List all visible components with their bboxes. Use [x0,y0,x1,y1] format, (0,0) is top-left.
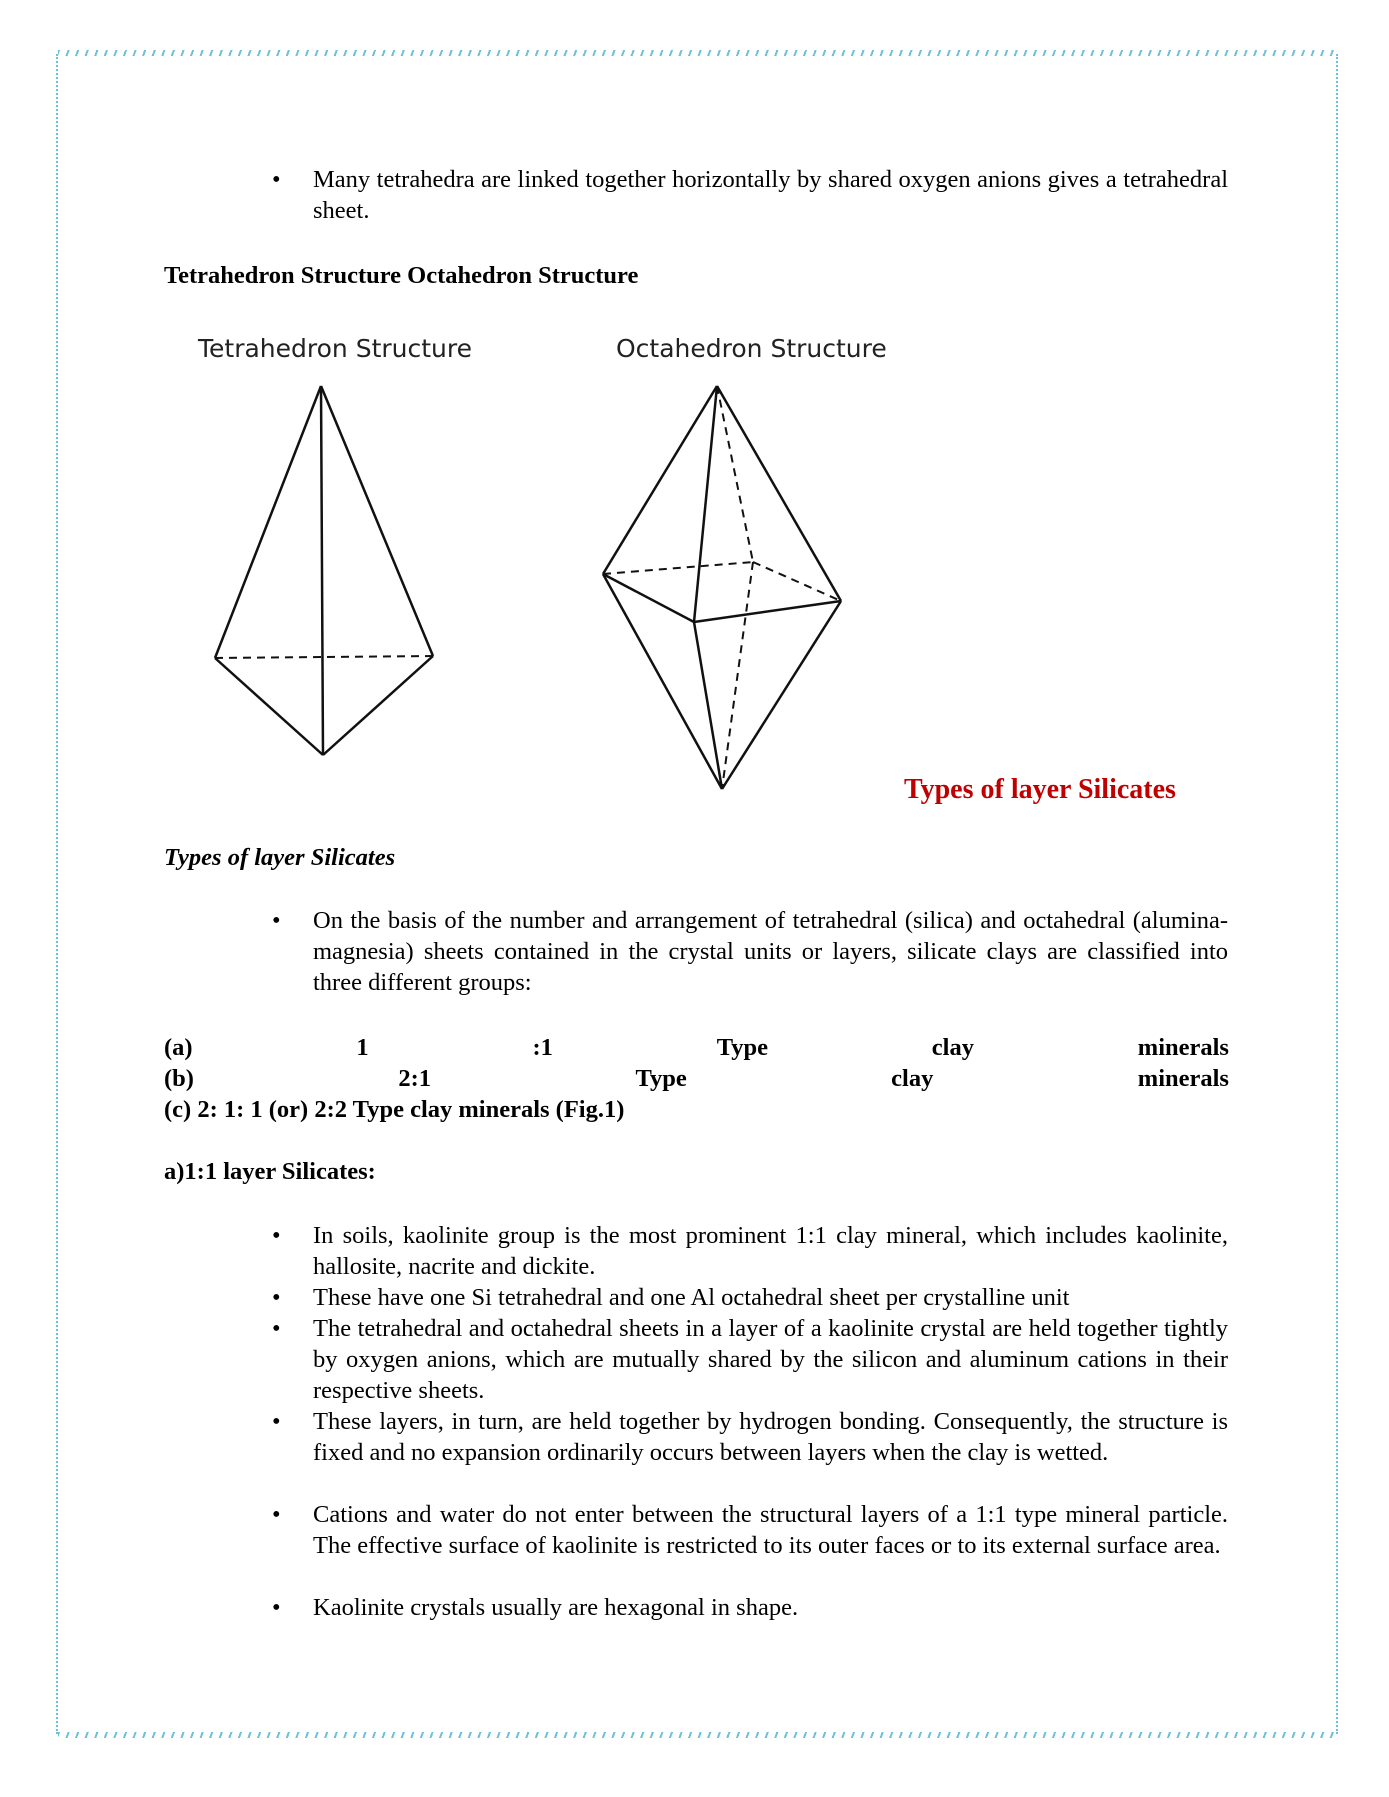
basis-bullet-text: On the basis of the number and arrangement of tetrahedral (silica) and octahedral (alumina-magnesia) sheets contained in the crystal units or layers, silicate clays are classified into three different groups: [313,907,1228,996]
list-item [272,1282,1228,1313]
list-item-text: Kaolinite crystals usually are hexagonal in shape. [313,1594,799,1621]
list-item [272,1220,1228,1282]
structures-heading: Tetrahedron Structure Octahedron Structure [164,262,639,289]
tetrahedron-label: Tetrahedron Structure [198,334,473,363]
group-b-cell: clay [891,1065,934,1092]
bullet-glyph: • [272,1594,281,1621]
list-item [272,1406,1228,1468]
list-item-text: These have one Si tetrahedral and one Al octahedral sheet per crystalline unit [313,1284,1070,1311]
list-item-text: These layers, in turn, are held together by hydrogen bonding. Consequently, the structure is fixed and no expansion ordinarily occurs between layers when the clay is wetted. [313,1408,1228,1466]
list-item [272,1313,1228,1406]
list-item [272,1499,1228,1561]
group-b-cell: 2:1 [398,1065,432,1092]
bullet-glyph: • [272,1284,281,1311]
group-b-cell: Type [635,1065,687,1092]
bullet-glyph: • [272,907,281,934]
intro-bullet-text: Many tetrahedra are linked together horizontally by shared oxygen anions gives a tetrahedral sheet. [313,166,1228,224]
bullet-glyph: • [272,1408,281,1435]
group-a-cell: :1 [532,1034,553,1061]
group-b-cell: minerals [1137,1065,1229,1092]
group-b-row [164,1063,1229,1094]
list-item [272,1592,1228,1623]
list-item-text: The tetrahedral and octahedral sheets in a layer of a kaolinite crystal are held together tightly by oxygen anions, which are mutually shared by the silicon and aluminum cations in their respective sheets. [313,1315,1228,1404]
bullet-glyph: • [272,1501,281,1528]
types-heading: Types of layer Silicates [164,844,396,871]
section-heading: a)1:1 layer Silicates: [164,1158,376,1185]
list-item-text: In soils, kaolinite group is the most prominent 1:1 clay mineral, which includes kaolinite, hallosite, nacrite and dickite. [313,1222,1228,1280]
group-a-cell: (a) [164,1034,193,1061]
bullet-glyph: • [272,166,281,193]
bullet-glyph: • [272,1315,281,1342]
group-b-cell: (b) [164,1065,194,1092]
group-c: (c) 2: 1: 1 (or) 2:2 Type clay minerals (Fig.1) [164,1096,625,1123]
group-a-cell: Type [716,1034,768,1061]
basis-bullet [272,905,1228,998]
group-a-cell: clay [931,1034,974,1061]
group-a-row [164,1032,1229,1063]
tetrahedron-diagram [215,386,433,755]
group-a-cell: 1 [356,1034,369,1061]
list-item-text: Cations and water do not enter between the structural layers of a 1:1 type mineral particle. The effective surface of kaolinite is restricted to its outer faces or to its external surface area. [313,1501,1228,1559]
octahedron-diagram [603,386,841,789]
group-a-cell: minerals [1137,1034,1229,1061]
red-heading: Types of layer Silicates [904,774,1176,805]
bullet-glyph: • [272,1222,281,1249]
octahedron-label: Octahedron Structure [616,334,887,363]
